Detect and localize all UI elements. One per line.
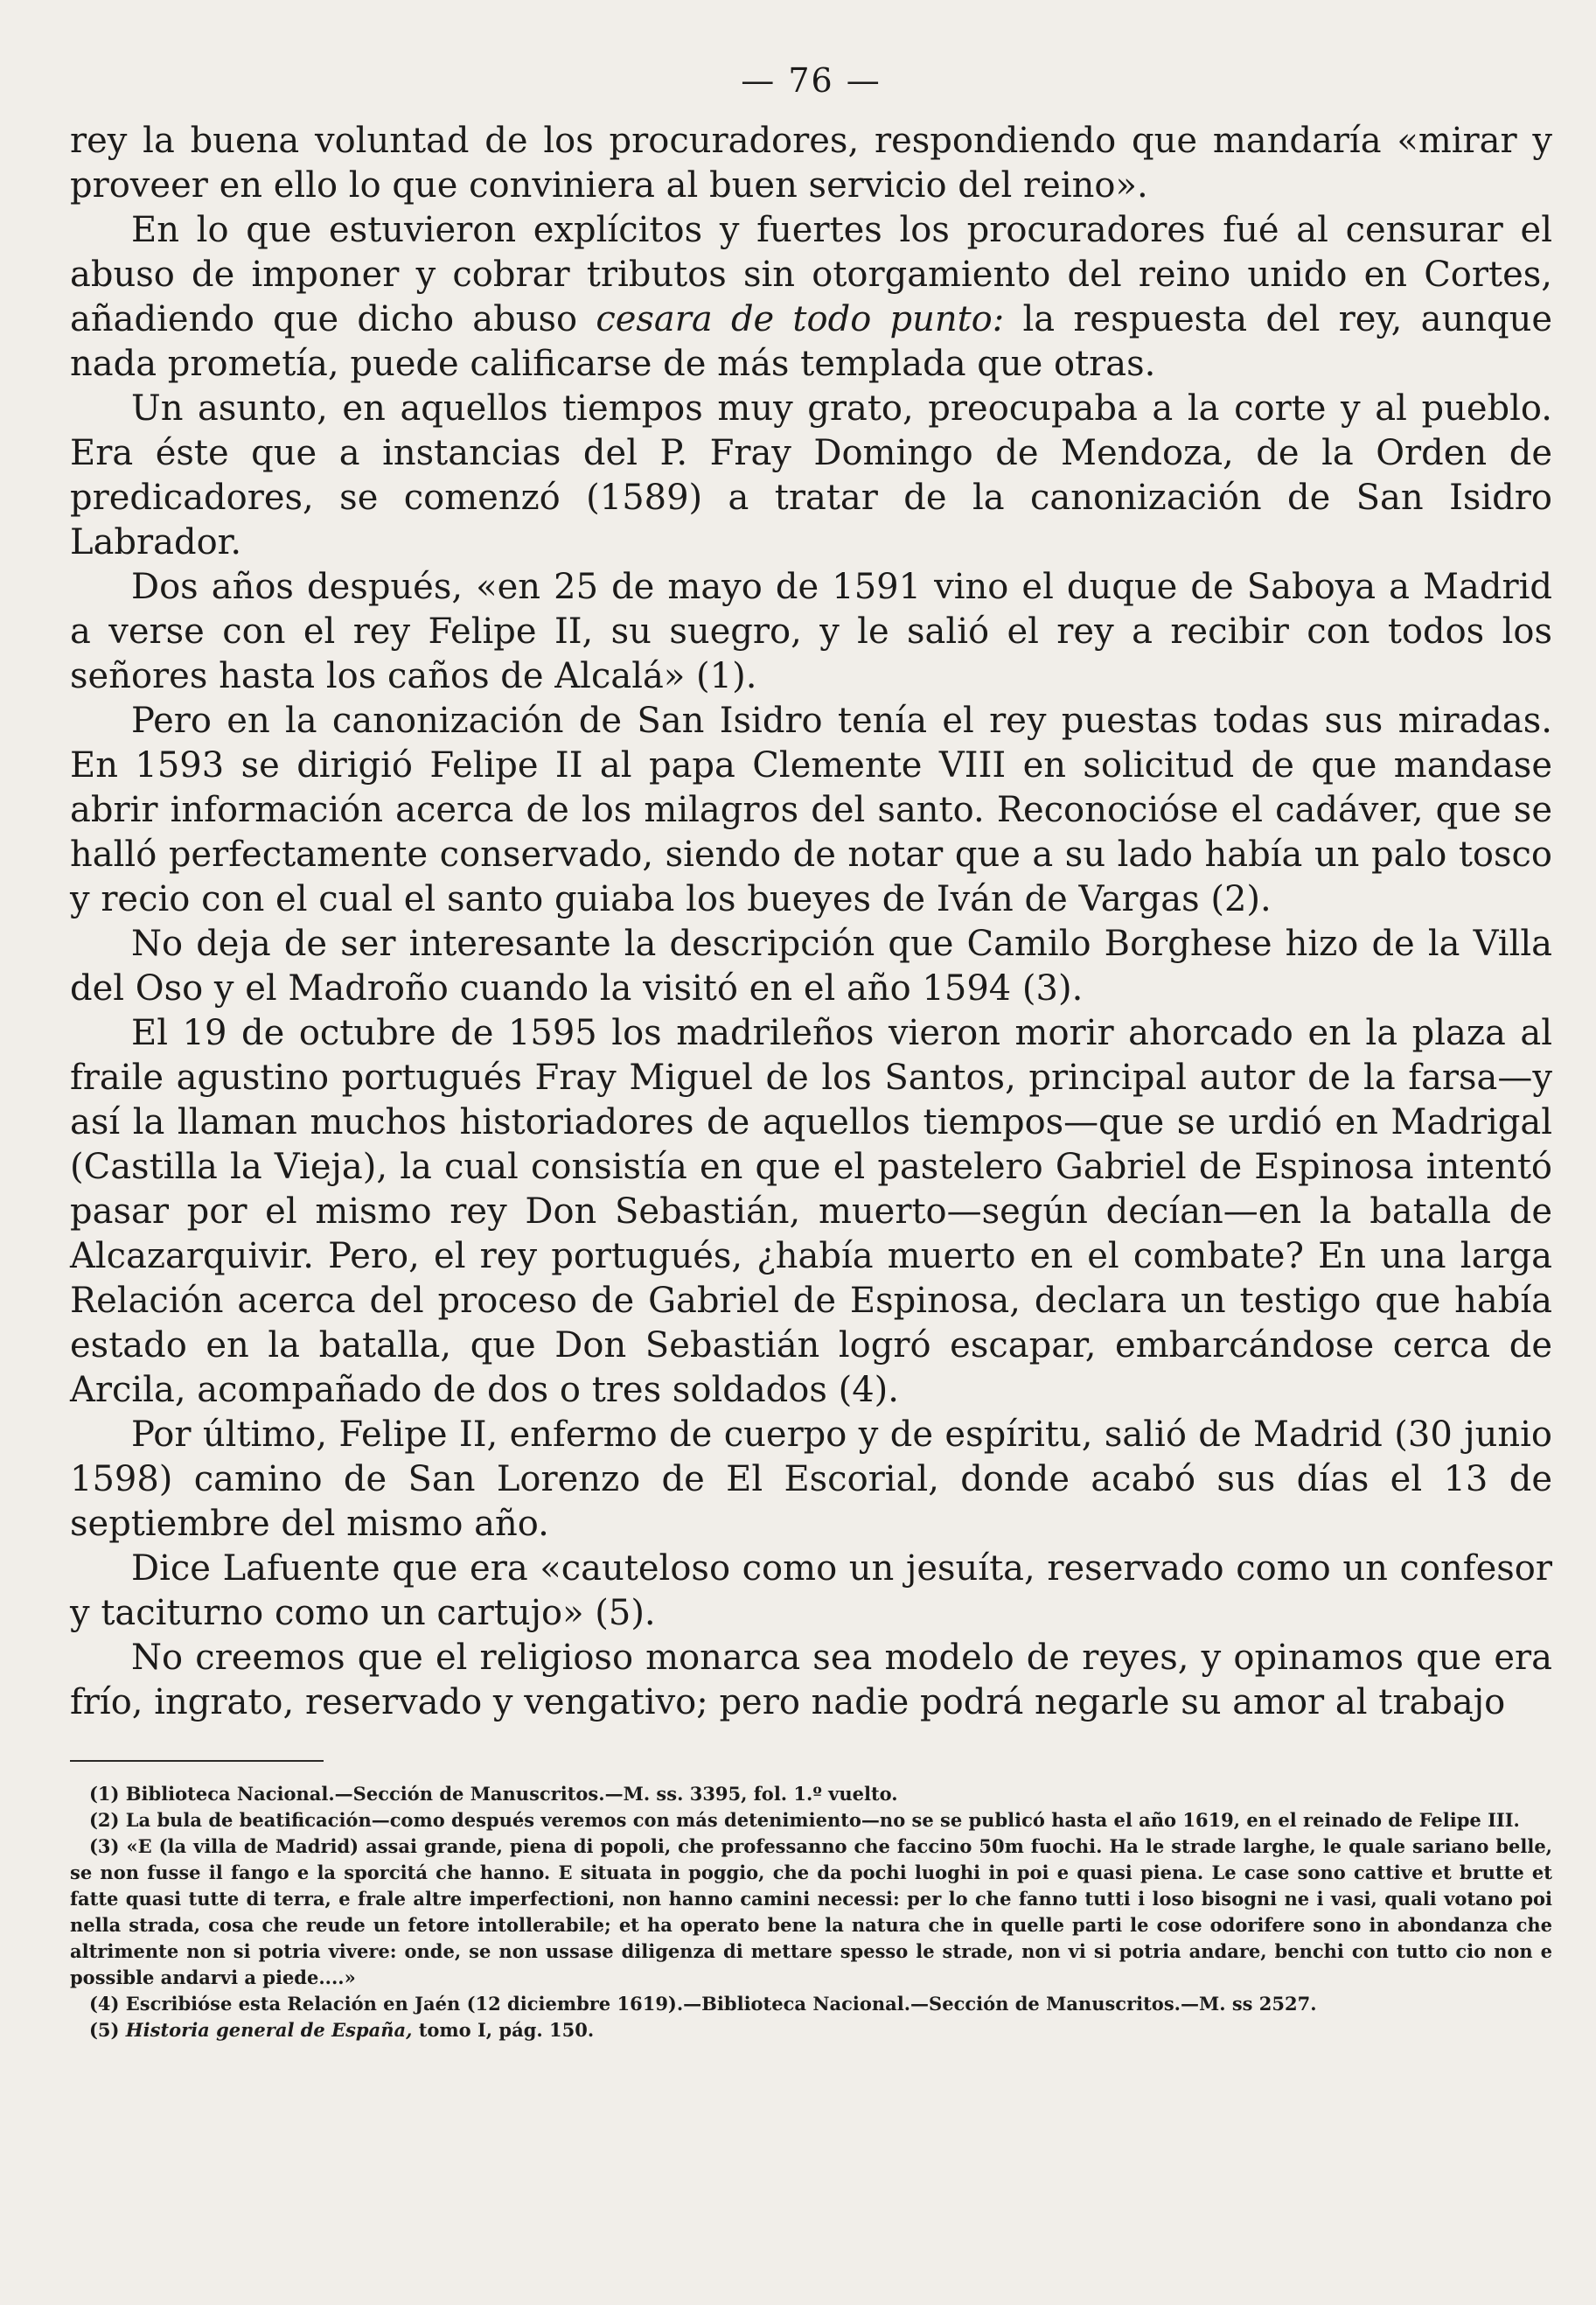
footnote: (4) Escribióse esta Relación en Jaén (12 diciembre 1619).—Biblioteca Nacional.—Sección de Manuscritos.—M. ss 2527. [89,1993,1317,2015]
footnote-text: tomo I, pág. 150. [418,2019,595,2041]
footnote-marker: (5) [89,2019,120,2041]
footnote-divider [70,1760,324,1762]
paragraph: El 19 de octubre de 1595 los madrileños vieron morir ahorcado en la plaza al fraile agustino portugués Fray Miguel de los Santos, principal autor de la farsa—y así la llaman muchos historiadores de aquellos tiempos—que se urdió en Madrigal (Castilla la Vieja), la cual consistía en que el pastelero Gabriel de Espinosa intentó pasar por el mismo rey Don Sebastián, muerto—según decían—en la batalla de Alcazarquivir. Pero, el rey portugués, ¿había muerto en el combate? En una larga Relación acerca del proceso de Gabriel de Espinosa, declara un testigo que había estado en la batalla, que Don Sebastián logró escapar, embarcándose cerca de Arcila, acompañado de dos o tres soldados (4). [70,1013,1552,1410]
paragraph: Pero en la canonización de San Isidro tenía el rey puestas todas sus miradas. En 1593 se dirigió Felipe II al papa Clemente VIII en solicitud de que mandase abrir información acerca de los milagros del santo. Reconocióse el cadáver, que se halló perfectamente conservado, siendo de notar que a su lado había un palo tosco y recio con el cual el santo guiaba los bueyes de Iván de Vargas (2). [70,701,1552,919]
italic-phrase: cesara de todo punto: [596,299,1005,339]
footnote: (3) «E (la villa de Madrid) assai grande, piena di popoli, che professanno che faccino 50m fuochi. Ha le strade larghe, le quale sariano belle, se non fusse il fango e la sporcitá che hanno. E situata in poggio, che da pochi luoghi in poi e quasi piena. Le case sono cattive et brutte et fatte quasi tutte di terra, e frale altre imperfectioni, non hanno camini necessi: per lo che fanno tutti i loso bisogni ne i vasi, quali votano poi nella strada, cosa che reude un fetore intollerabile; et ha operato bene la natura che in quelle parti le cose odorifere sono in abondanza che altrimente non si potria vivere: onde, se non ussase diligenza di mettare spesso le strade, non vi si potria andare, benchi con tutto cio non e possible andarvi a piede....» [70,1835,1552,1988]
body-text [70,119,1552,1725]
paragraph-text: En lo que estuvieron explícitos y fuertes los procuradores fué al censurar el abuso de imponer y cobrar tributos sin otorgamiento del reino unido en Cortes, añadiendo que dicho abuso [70,210,1552,339]
paragraph: No creemos que el religioso monarca sea modelo de reyes, y opinamos que era frío, ingrato, reservado y vengativo; pero nadie podrá negarle su amor al trabajo [70,1638,1552,1722]
paragraph [70,208,1552,387]
paragraph: Un asunto, en aquellos tiempos muy grato, preocupaba a la corte y al pueblo. Era éste que a instancias del P. Fray Domingo de Mendoza, de la Orden de predicadores, se comenzó (1589) a tratar de la canonización de San Isidro Labrador. [70,388,1552,562]
paragraph-text: la respuesta del rey, aunque nada prometía, puede calificarse de más templada que otras. [70,299,1553,384]
paragraph: rey la buena voluntad de los procuradores, respondiendo que mandaría «mirar y proveer en ello lo que conviniera al buen servicio del reino». [70,121,1552,206]
book-page [70,61,1552,2257]
paragraph: Dice Lafuente que era «cauteloso como un jesuíta, reservado como un confesor y taciturno como un cartujo» (5). [70,1548,1552,1633]
footnote: (2) La bula de beatificación—como después veremos con más detenimiento—no se se publicó hasta el año 1619, en el reinado de Felipe III. [89,1809,1520,1831]
paragraph: Por último, Felipe II, enfermo de cuerpo y de espíritu, salió de Madrid (30 junio 1598) camino de San Lorenzo de El Escorial, donde acabó sus días el 13 de septiembre del mismo año. [70,1414,1552,1544]
footnote: (1) Biblioteca Nacional.—Sección de Manuscritos.—M. ss. 3395, fol. 1.º vuelto. [89,1783,898,1805]
footnote-title: Historia general de España, [125,2019,413,2041]
footnotes [70,1781,1552,2043]
paragraph: Dos años después, «en 25 de mayo de 1591 vino el duque de Saboya a Madrid a verse con el rey Felipe II, su suegro, y le salió el rey a recibir con todos los señores hasta los caños de Alcalá» (1). [70,567,1552,696]
footnote [70,2017,1552,2043]
paragraph: No deja de ser interesante la descripción que Camilo Borghese hizo de la Villa del Oso y el Madroño cuando la visitó en el año 1594 (3). [70,924,1552,1009]
page-number: — 76 — [741,61,882,100]
